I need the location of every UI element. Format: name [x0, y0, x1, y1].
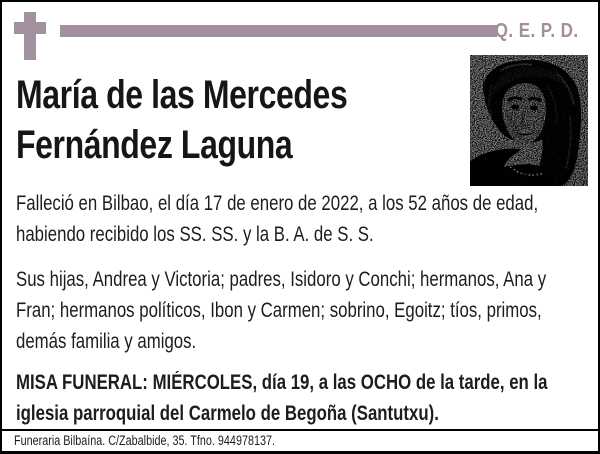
deceased-name: María de las Mercedes Fernández Laguna — [16, 73, 348, 167]
family-paragraph: Sus hijas, Andrea y Victoria; padres, Isidoro y Conchi; hermanos, Ana y Fran; hermanos políticos, Ibon y Carmen; sobrino, Egoitz; tíos, primos, demás familia y amigos. — [16, 268, 547, 353]
portrait-photo — [470, 55, 588, 186]
funeral-paragraph: MISA FUNERAL: MIÉRCOLES, día 19, a las OCHO de la tarde, en la iglesia parroquial del Carmelo de Begoña (Santutxu). — [16, 371, 548, 425]
notice-body — [2, 2, 598, 429]
cross-icon — [14, 12, 46, 60]
header-rule — [60, 25, 497, 37]
funeral-home-footer: Funeraria Bilbaína. C/Zabalbide, 35. Tfno. 944978137. — [2, 429, 598, 451]
qepd-label: Q. E. P. D. — [494, 20, 578, 42]
death-paragraph: Falleció en Bilbao, el día 17 de enero de 2022, a los 52 años de edad, habiendo recibido los SS. SS. y la B. A. de S. S. — [16, 192, 539, 246]
